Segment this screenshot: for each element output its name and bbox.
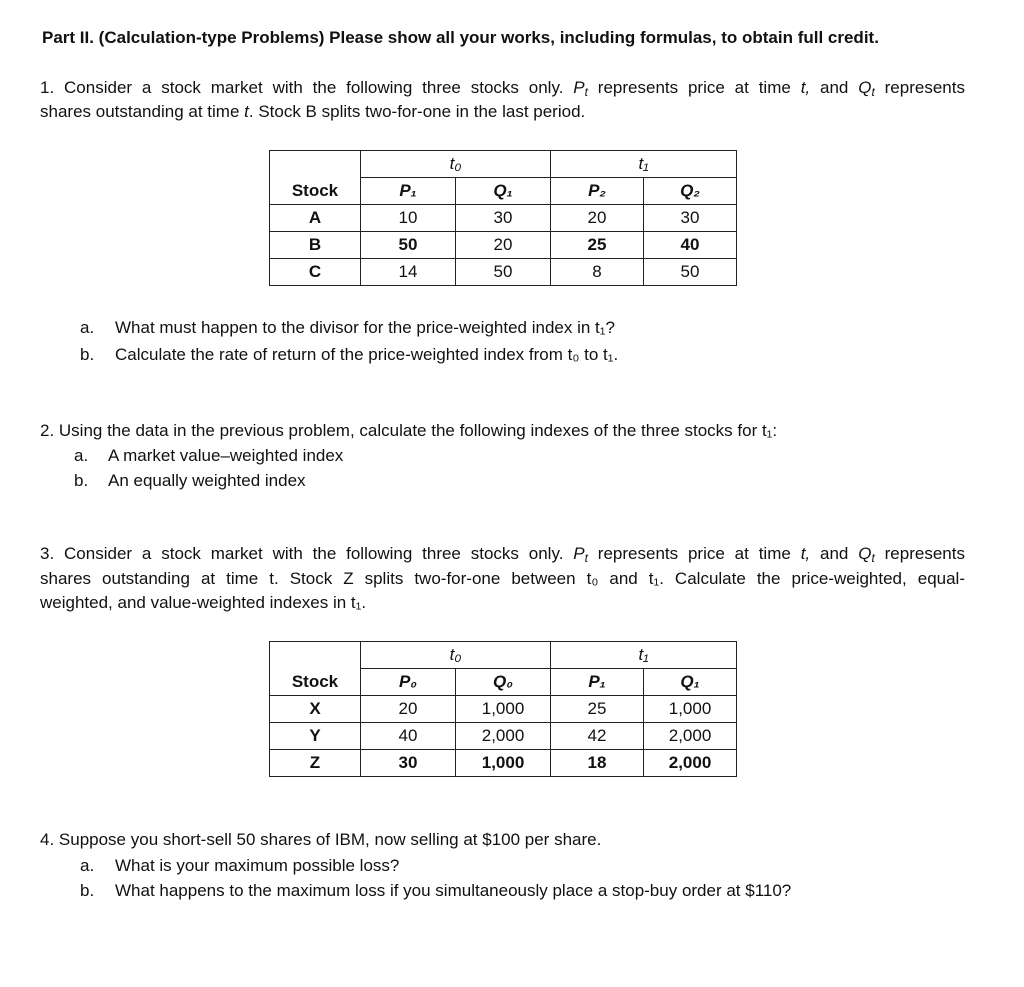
table-header-cell: P₁ (551, 669, 644, 696)
table-row (270, 232, 737, 259)
table-header-cell: Q₂ (644, 178, 737, 205)
problem1-table-corner (270, 151, 361, 178)
problem1-line2-end: . Stock B splits two-for-one in the last period. (248, 102, 586, 121)
table-cell: 40 (361, 723, 456, 750)
problem1-line2-t: t (244, 102, 249, 121)
page-title: Part II. (Calculation-type Problems) Please show all your works, including formulas, to obtain full credit. (42, 28, 879, 47)
problem3-p-symbol: P (573, 544, 585, 563)
problem3-line1-mid: represents price at time (597, 544, 791, 563)
problem3-line1 (40, 543, 965, 565)
table-header-cell: P₁ (361, 178, 456, 205)
problem3-table-t1: t₁ (551, 642, 737, 669)
table-cell: 8 (551, 259, 644, 286)
problem1-table-t1: t₁ (551, 151, 737, 178)
problem1-line1-text: 1. Consider a stock market with the following three stocks only. (40, 78, 564, 97)
table-cell: 30 (361, 750, 456, 777)
problem1-and: and (820, 78, 849, 97)
table-cell: C (270, 259, 361, 286)
problem3-table-t0: t₀ (361, 642, 551, 669)
list-letter: a. (74, 446, 89, 465)
table-cell: 25 (551, 696, 644, 723)
problem1-line1-mid: represents price at time (597, 78, 791, 97)
table-header-cell: Q₀ (456, 669, 551, 696)
problem1-p-subscript: t (584, 85, 588, 99)
question-text: A market value–weighted index (108, 446, 344, 465)
table-cell: 2,000 (456, 723, 551, 750)
problem2-intro: 2. Using the data in the previous problem, calculate the following indexes of the three stocks for t₁: (40, 421, 778, 440)
question-text: What happens to the maximum loss if you simultaneously place a stop-buy order at $110? (115, 881, 792, 900)
problem3-line1-end: represents (884, 544, 965, 563)
list-letter: b. (80, 345, 95, 364)
problem1-line1-end: represents (884, 78, 965, 97)
table-row (270, 259, 737, 286)
table-row (270, 205, 737, 232)
problem1-table-t0: t₀ (361, 151, 551, 178)
problem3-and: and (820, 544, 849, 563)
table-cell: 42 (551, 723, 644, 750)
table-cell: 50 (644, 259, 737, 286)
table-cell: A (270, 205, 361, 232)
table-cell: Y (270, 723, 361, 750)
table-header-cell: Stock (270, 669, 361, 696)
table-cell: 10 (361, 205, 456, 232)
problem4-intro: 4. Suppose you short-sell 50 shares of IBM, now selling at $100 per share. (40, 830, 602, 849)
question-text: What must happen to the divisor for the price-weighted index in t₁? (115, 318, 615, 337)
problem1-table (269, 150, 737, 286)
problem3-p-subscript: t (584, 551, 588, 565)
problem3-line2: shares outstanding at time t. Stock Z splits two-for-one between t₀ and t₁. Calculate the price-weighted, equal- (40, 569, 965, 588)
table-header-cell: P₀ (361, 669, 456, 696)
table-cell: 1,000 (456, 750, 551, 777)
problem3-table-corner (270, 642, 361, 669)
problem1-q-subscript: t (871, 85, 875, 99)
problem1-line2-text: shares outstanding at time (40, 102, 240, 121)
table-header-cell: P₂ (551, 178, 644, 205)
table-cell: 1,000 (644, 696, 737, 723)
problem3-q-symbol: Q (858, 544, 872, 563)
table-cell: 50 (361, 232, 456, 259)
question-text: What is your maximum possible loss? (115, 856, 400, 875)
problem1-q-symbol: Q (858, 78, 872, 97)
table-header-cell: Q₁ (456, 178, 551, 205)
table-cell: X (270, 696, 361, 723)
list-letter: a. (80, 318, 95, 337)
problem3-t-symbol: t, (800, 544, 811, 563)
table-cell: 1,000 (456, 696, 551, 723)
question-text: Calculate the rate of return of the price-weighted index from t₀ to t₁. (115, 345, 619, 364)
problem1-t-symbol: t, (800, 78, 811, 97)
table-cell: 50 (456, 259, 551, 286)
table-cell: Z (270, 750, 361, 777)
list-letter: b. (80, 881, 95, 900)
table-cell: 18 (551, 750, 644, 777)
table-cell: 2,000 (644, 750, 737, 777)
table-row (270, 723, 737, 750)
problem1-line1 (40, 77, 965, 99)
table-cell: 25 (551, 232, 644, 259)
table-header-cell: Q₁ (644, 669, 737, 696)
problem1-p-symbol: P (573, 78, 585, 97)
list-letter: a. (80, 856, 95, 875)
table-cell: 30 (644, 205, 737, 232)
list-letter: b. (74, 471, 89, 490)
table-header-cell: Stock (270, 178, 361, 205)
table-cell: 30 (456, 205, 551, 232)
table-cell: 20 (361, 696, 456, 723)
table-cell: 14 (361, 259, 456, 286)
problem1-line2 (40, 101, 585, 123)
table-cell: 20 (456, 232, 551, 259)
table-cell: 40 (644, 232, 737, 259)
question-text: An equally weighted index (108, 471, 306, 490)
table-cell: B (270, 232, 361, 259)
problem3-line1-text: 3. Consider a stock market with the following three stocks only. (40, 544, 564, 563)
table-row (270, 696, 737, 723)
table-row (270, 750, 737, 777)
problem3-table (269, 641, 737, 777)
table-cell: 20 (551, 205, 644, 232)
table-cell: 2,000 (644, 723, 737, 750)
problem3-line3: weighted, and value-weighted indexes in t₁. (40, 593, 367, 612)
problem3-q-subscript: t (871, 551, 875, 565)
